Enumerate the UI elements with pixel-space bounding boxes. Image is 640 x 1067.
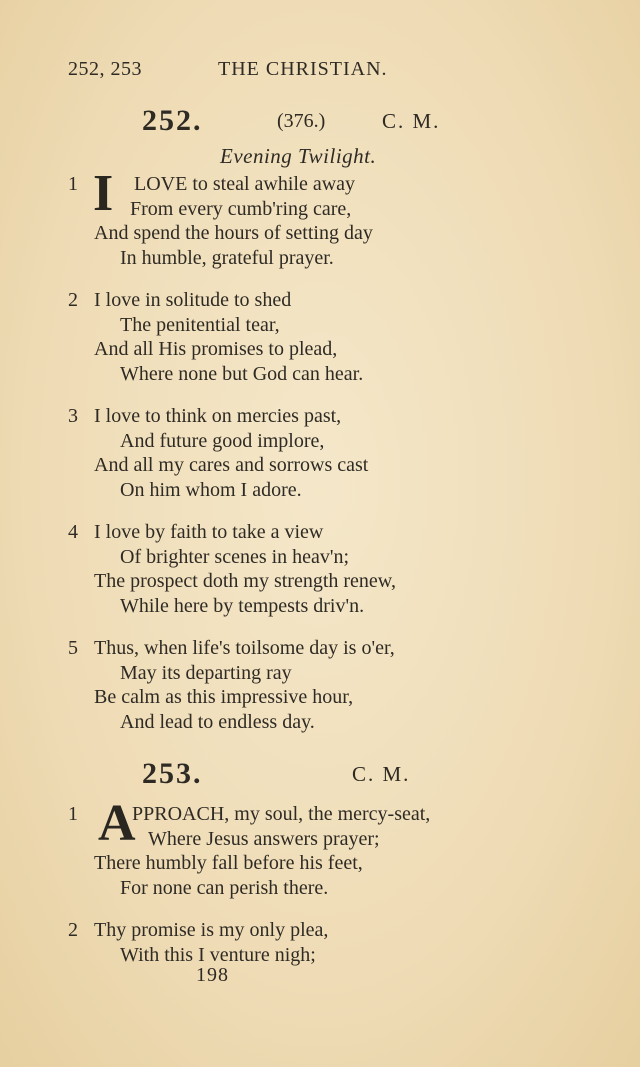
- stanza-4: [68, 520, 588, 618]
- stanza-number: 1: [68, 173, 78, 195]
- verse-line: LOVE to steal awhile away: [134, 173, 356, 195]
- stanza-number: 2: [68, 289, 78, 311]
- stanza-number: 4: [68, 521, 78, 543]
- verse-line: Where Jesus answers prayer;: [148, 827, 380, 850]
- verse-line: From every cumb'ring care,: [130, 197, 352, 220]
- verse-line: And lead to endless day.: [120, 710, 315, 733]
- verse-line: The penitential tear,: [120, 313, 280, 336]
- verse-line: Be calm as this impressive hour,: [94, 686, 354, 708]
- verse-line: PPROACH, my soul, the mercy-seat,: [132, 803, 431, 825]
- verse-line: On him whom I adore.: [120, 478, 302, 501]
- verse-line: Thy promise is my only plea,: [94, 919, 329, 941]
- drop-capital: A: [98, 795, 136, 852]
- stanza-2: [68, 918, 588, 967]
- stanza-5: [68, 636, 588, 734]
- page-numbers: 252, 253: [68, 58, 142, 80]
- stanza-number: 5: [68, 637, 78, 659]
- verse-line: I love by faith to take a view: [94, 521, 324, 543]
- verse-line: The prospect doth my strength renew,: [94, 570, 396, 592]
- verse-line: I love to think on mercies past,: [94, 405, 342, 427]
- stanza-3: [68, 404, 588, 502]
- drop-capital: I: [93, 165, 114, 222]
- verse-line: With this I venture nigh;: [120, 943, 316, 966]
- stanza-number: 1: [68, 803, 78, 825]
- running-title: THE CHRISTIAN.: [218, 58, 388, 80]
- folio-number: 198: [196, 964, 229, 986]
- verse-line: And all my cares and sorrows cast: [94, 454, 369, 476]
- verse-line: I love in solitude to shed: [94, 289, 292, 311]
- verse-line: Thus, when life's toilsome day is o'er,: [94, 637, 395, 659]
- hymn-reference: (376.): [277, 110, 326, 132]
- verse-line: And future good implore,: [120, 429, 325, 452]
- hymn-meter: C. M.: [382, 109, 441, 133]
- verse-line: Of brighter scenes in heav'n;: [120, 545, 350, 568]
- stanza-2: [68, 288, 588, 386]
- verse-line: And spend the hours of setting day: [94, 222, 373, 244]
- hymn-number: 253.: [142, 757, 203, 790]
- verse-line: In humble, grateful prayer.: [120, 246, 334, 269]
- verse-line: There humbly fall before his feet,: [94, 852, 363, 874]
- stanza-1: [68, 165, 588, 270]
- stanza-1: [68, 795, 588, 900]
- verse-line: May its departing ray: [120, 661, 292, 684]
- stanza-number: 2: [68, 919, 78, 941]
- verse-line: Where none but God can hear.: [120, 362, 364, 385]
- verse-line: For none can perish there.: [120, 876, 329, 899]
- verse-line: And all His promises to plead,: [94, 338, 338, 360]
- hymn-subtitle: Evening Twilight.: [220, 144, 377, 168]
- verse-line: While here by tempests driv'n.: [120, 594, 365, 617]
- hymn-number: 252.: [142, 104, 203, 137]
- stanza-number: 3: [68, 405, 78, 427]
- hymn-meter: C. M.: [352, 762, 411, 786]
